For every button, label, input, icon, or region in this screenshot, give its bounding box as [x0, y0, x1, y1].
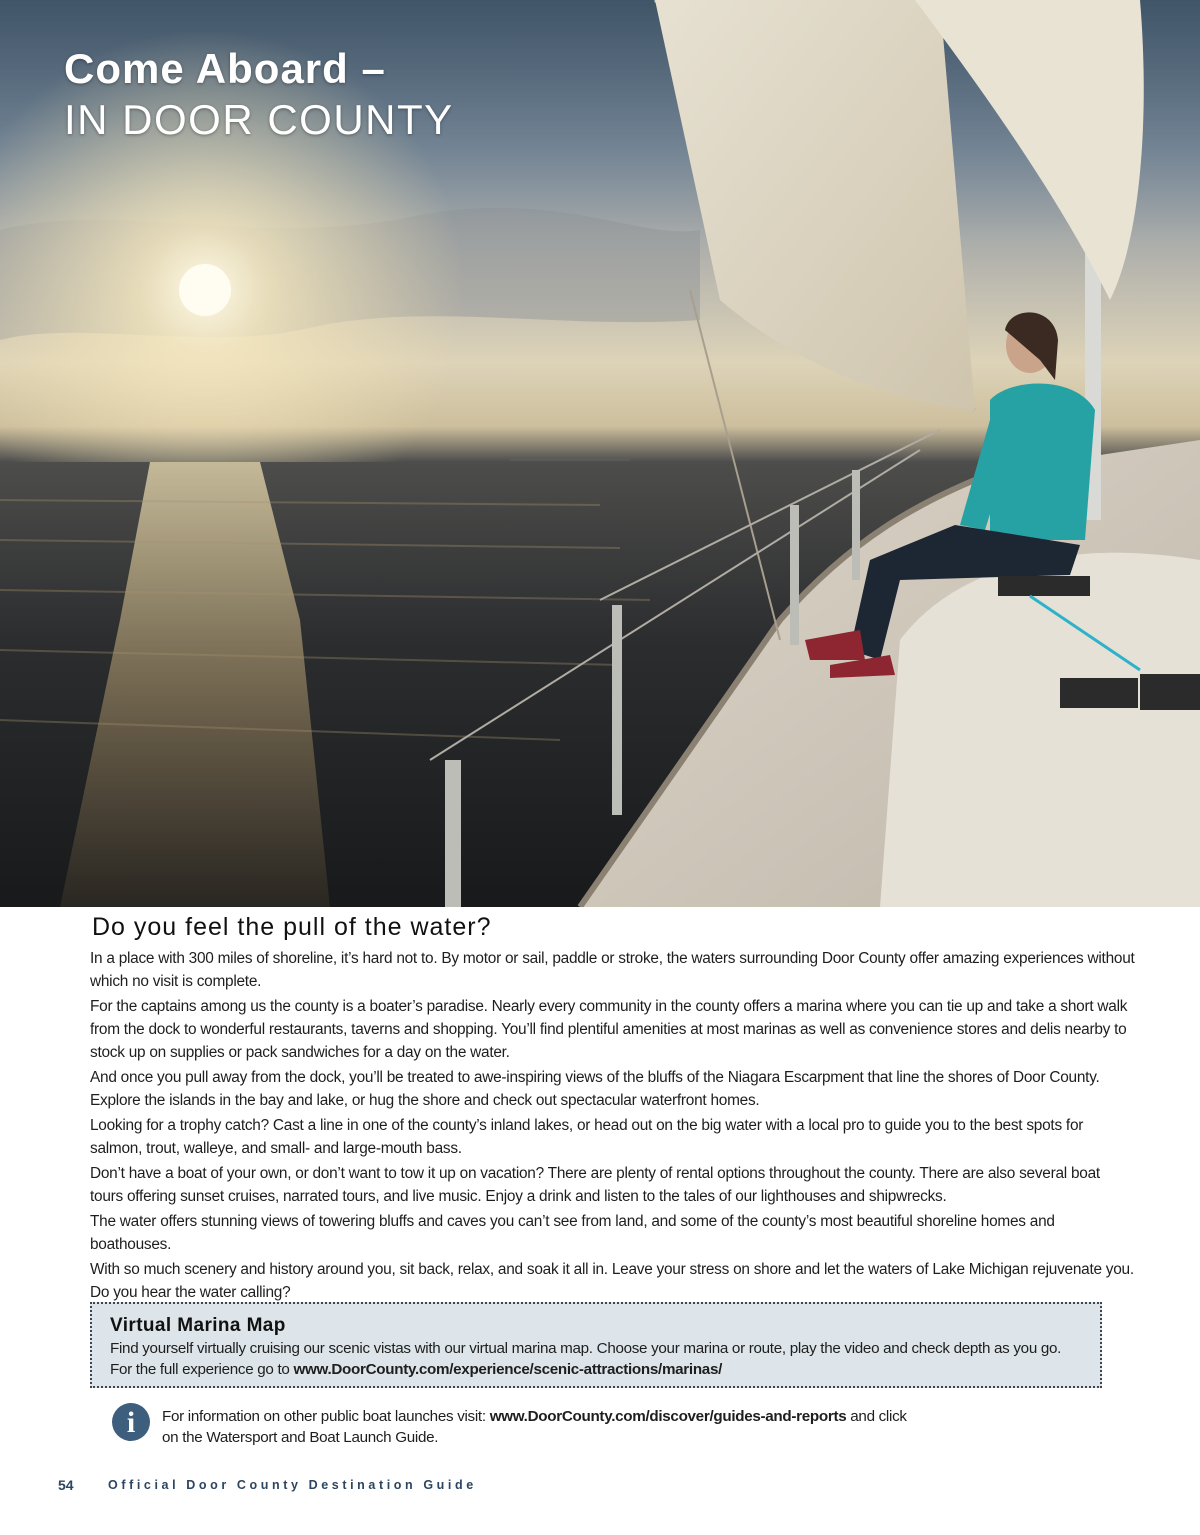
article-paragraph-4: Looking for a trophy catch? Cast a line in one of the county’s inland lakes, or head out on the big water with a local pro to guide you to the best spots for salmon, trout, walleye, and small- and large-mouth bass.	[90, 1117, 1084, 1157]
info-line-2: on the Watersport and Boat Launch Guide.	[162, 1429, 439, 1446]
boat-launch-info-note	[112, 1403, 1012, 1447]
article-paragraph-2: For the captains among us the county is a boater’s paradise. Nearly every community in the county offers a marina where you can tie up and take a short walk from the dock to wonderful restaurants, taverns and shopping. You’ll find plentiful amenities at most marinas as well as convenience stores and delis nearby to stock up on supplies or pack sandwiches for a day on the water.	[90, 998, 1128, 1061]
virtual-marina-map-callout	[90, 1302, 1102, 1388]
info-text	[162, 1406, 907, 1448]
info-prefix: For information on other public boat launches visit:	[162, 1408, 490, 1425]
hero-title-line1: Come Aboard –	[64, 45, 386, 92]
article-paragraph-6: The water offers stunning views of towering bluffs and caves you can’t see from land, and some of the county’s most beautiful shoreline homes and boathouses.	[90, 1213, 1055, 1253]
article-paragraph-3: And once you pull away from the dock, you’ll be treated to awe-inspiring views of the bluffs of the Niagara Escarpment that line the shores of Door County. Explore the islands in the bay and lake, or hug the shore and check out spectacular waterfront homes.	[90, 1069, 1100, 1109]
page-number: 54	[58, 1477, 74, 1493]
guide-name: Official Door County Destination Guide	[108, 1478, 477, 1492]
info-icon: i	[112, 1403, 150, 1441]
article-body	[90, 909, 1136, 1304]
callout-title: Virtual Marina Map	[110, 1315, 286, 1336]
guides-and-reports-link[interactable]: www.DoorCounty.com/discover/guides-and-reports	[489, 1408, 847, 1425]
info-suffix: and click	[846, 1408, 907, 1425]
hero-title-line2: IN DOOR COUNTY	[64, 96, 454, 143]
callout-line-2	[110, 1359, 1082, 1380]
callout-line-2-prefix: For the full experience go to	[110, 1361, 294, 1378]
callout-line-1: Find yourself virtually cruising our scenic vistas with our virtual marina map. Choose your marina or route, play the video and check depth as you go.	[110, 1340, 1062, 1357]
article-paragraph-1: In a place with 300 miles of shoreline, it’s hard not to. By motor or sail, paddle or stroke, the waters surrounding Door County offer amazing experiences without which no visit is complete.	[90, 950, 1135, 990]
article-paragraph-5: Don’t have a boat of your own, or don’t want to tow it up on vacation? There are plenty of rental options throughout the county. There are also several boat tours offering sunset cruises, narrated tours, and live music. Enjoy a drink and listen to the tales of our lighthouses and shipwrecks.	[90, 1165, 1100, 1205]
hero-title	[64, 44, 454, 146]
article-paragraph-7: With so much scenery and history around you, sit back, relax, and soak it all in. Leave your stress on shore and let the waters of Lake Michigan rejuvenate you. Do you hear the water calling?	[90, 1261, 1134, 1301]
marinas-link[interactable]: www.DoorCounty.com/experience/scenic-attractions/marinas/	[293, 1361, 723, 1378]
article-heading: Do you feel the pull of the water?	[92, 913, 492, 941]
